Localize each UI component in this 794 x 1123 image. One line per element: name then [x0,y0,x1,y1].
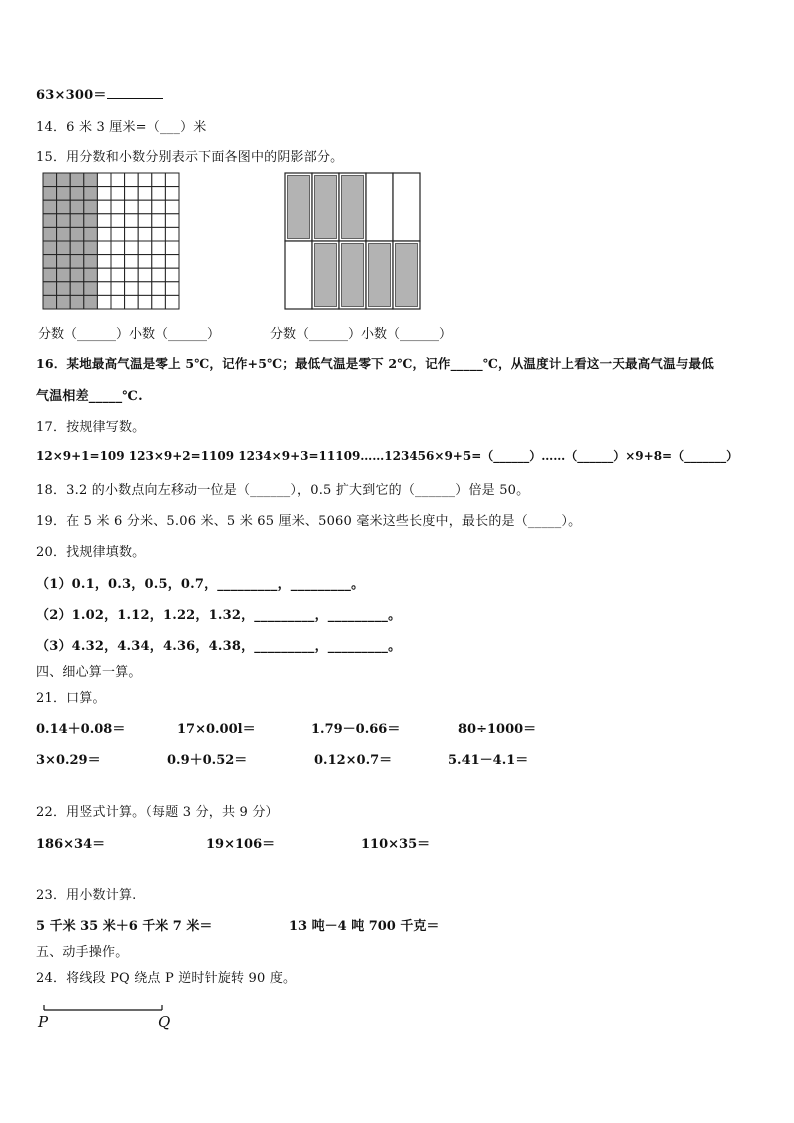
question-20-title: 20．找规律填数。 [36,545,146,560]
grid-cell [57,255,71,269]
grid-cell [165,200,179,214]
q22-item-3: 110×35＝ [361,837,431,852]
question-15-title: 15．用分数和小数分别表示下面各图中的阴影部分。 [36,150,344,165]
grid-cell [97,241,111,255]
section-4-heading: 四、细心算一算。 [36,665,142,680]
q14-unit: ）米 [180,120,207,135]
grid-cell [152,227,166,241]
q23-item-1: 5 千米 35 米＋6 千米 7 米＝ [36,919,213,934]
question-17-sequence: 12×9+1=109 123×9+2=1109 1234×9+3=11109……123456×9+5=（______）……（______）×9+8=（_______） [36,449,739,463]
grid-cell [70,241,84,255]
grid-cell [138,295,152,309]
q23-item-2: 13 吨－4 吨 700 千克＝ [289,919,440,934]
grid-cell [165,227,179,241]
q14-text: 14．6 米 3 厘米=（ [36,120,160,135]
grid-cell [43,214,57,228]
grid-cell [97,255,111,269]
grid-cell [152,255,166,269]
q21-r2-c4: 5.41－4.1＝ [448,753,529,768]
grid-cell [125,200,139,214]
grid-cell [138,255,152,269]
grid-cell [84,295,98,309]
grid-cell [125,268,139,282]
bar-cell-shade [369,244,391,307]
question-16-line2: 气温相差_____℃. [36,389,143,404]
grid-cell [138,200,152,214]
q20-item-1: （1）0.1，0.3，0.5，0.7，_________，_________。 [36,577,365,592]
grid-cell [97,173,111,187]
grid-cell [111,241,125,255]
bar-cell-shade [396,244,418,307]
grid-cell [97,200,111,214]
q15-right-label: 分数（______）小数（______） [270,327,453,342]
grid-cell [165,214,179,228]
grid-cell [125,187,139,201]
q21-r2-c3: 0.12×0.7＝ [314,753,393,768]
grid-cell [111,200,125,214]
answer-blank[interactable] [107,86,163,99]
grid-cell [111,173,125,187]
grid-cell [138,282,152,296]
bar-cell-shade [342,244,364,307]
grid-cell [152,268,166,282]
q22-item-1: 186×34＝ [36,837,106,852]
q20-item-2: （2）1.02，1.12，1.22，1.32，_________，_________。 [36,608,402,623]
grid-cell [165,241,179,255]
grid-cell [84,214,98,228]
grid-cell [111,268,125,282]
question-17-title: 17．按规律写数。 [36,420,146,435]
grid-cell [97,227,111,241]
grid-cell [111,227,125,241]
question-24-title: 24．将线段 PQ 绕点 P 逆时针旋转 90 度。 [36,971,297,986]
section-5-heading: 五、动手操作。 [36,945,129,960]
grid-cell [43,268,57,282]
grid-cell [57,214,71,228]
q21-r2-c2: 0.9＋0.52＝ [167,753,248,768]
grid-cell [125,241,139,255]
grid-cell [152,200,166,214]
bar-cell [393,173,420,241]
grid-cell [57,173,71,187]
grid-cell [111,295,125,309]
segment-pq [38,1000,168,1016]
grid-cell [70,214,84,228]
grid-cell [165,282,179,296]
grid-cell [70,268,84,282]
grid-cell [84,255,98,269]
answer-blank[interactable]: ___ [159,120,181,135]
bar-cell [285,241,312,309]
grid-cell [84,200,98,214]
grid-cell [43,187,57,201]
grid-cell [152,173,166,187]
grid-cell [70,255,84,269]
grid-cell [43,227,57,241]
grid-cell [43,173,57,187]
grid-cell [43,282,57,296]
question-18: 18．3.2 的小数点向左移动一位是（______），0.5 扩大到它的（______）倍是 50。 [36,483,530,498]
grid-cell [84,268,98,282]
q15-left-label: 分数（______）小数（______） [38,327,221,342]
question-23-title: 23．用小数计算. [36,888,137,903]
grid-cell [97,187,111,201]
grid-cell [84,187,98,201]
grid-cell [125,173,139,187]
grid-cell [138,268,152,282]
grid-cell [97,214,111,228]
grid-cell [57,241,71,255]
grid-cell [97,295,111,309]
q21-r2-c1: 3×0.29＝ [36,753,101,768]
grid-cell [138,241,152,255]
grid-cell [152,282,166,296]
grid-cell [125,255,139,269]
grid-cell [43,295,57,309]
grid-cell [152,214,166,228]
grid-cell [111,255,125,269]
grid-cell [84,241,98,255]
grid-cell [57,200,71,214]
grid-cell [165,255,179,269]
grid-cell [57,268,71,282]
grid-cell [70,227,84,241]
grid-cell [125,227,139,241]
grid-cell [57,227,71,241]
grid-cell [70,187,84,201]
grid-cell [70,200,84,214]
point-p-label: P [38,1013,49,1031]
grid-cell [165,295,179,309]
shaded-bars-figure [284,172,422,310]
grid-cell [111,187,125,201]
grid-cell [138,173,152,187]
bar-cell-shade [342,176,364,239]
hundred-grid-figure [42,172,182,312]
grid-cell [111,214,125,228]
q21-r1-c1: 0.14＋0.08＝ [36,722,126,737]
grid-cell [84,173,98,187]
question-22-title: 22．用竖式计算。（每题 3 分，共 9 分） [36,805,279,820]
bar-cell-shade [315,244,337,307]
grid-cell [165,187,179,201]
grid-cell [138,227,152,241]
grid-cell [84,282,98,296]
grid-cell [152,295,166,309]
grid-cell [70,173,84,187]
q21-r1-c4: 80÷1000＝ [458,722,537,737]
bar-cell [366,173,393,241]
grid-cell [165,268,179,282]
grid-cell [152,187,166,201]
q21-r1-c3: 1.79－0.66＝ [311,722,401,737]
q22-item-2: 19×106＝ [206,837,276,852]
q21-r1-c2: 17×0.00l＝ [177,722,256,737]
question-19: 19．在 5 米 6 分米、5.06 米、5 米 65 厘米、5060 毫米这些长度中，最长的是（_____）。 [36,514,582,529]
grid-cell [125,295,139,309]
question-16-line1: 16．某地最高气温是零上 5℃，记作+5℃；最低气温是零下 2℃，记作_____℃，从温度计上看这一天最高气温与最低 [36,356,714,371]
grid-cell [57,282,71,296]
q13-tail [36,84,163,103]
q13-expression: 63×300＝ [36,88,107,103]
grid-cell [70,295,84,309]
grid-cell [125,282,139,296]
grid-cell [43,241,57,255]
q20-item-3: （3）4.32，4.34，4.36，4.38，_________，_________。 [36,639,402,654]
grid-cell [43,200,57,214]
grid-cell [97,268,111,282]
question-14 [36,116,207,135]
grid-cell [57,295,71,309]
grid-cell [43,255,57,269]
grid-cell [152,241,166,255]
grid-cell [84,227,98,241]
grid-cell [97,282,111,296]
grid-cell [70,282,84,296]
grid-cell [138,187,152,201]
point-q-label: Q [158,1013,171,1031]
grid-cell [57,187,71,201]
bar-cell-shade [315,176,337,239]
question-21-title: 21．口算。 [36,691,106,706]
grid-cell [125,214,139,228]
grid-cell [138,214,152,228]
bar-cell-shade [288,176,310,239]
grid-cell [165,173,179,187]
grid-cell [111,282,125,296]
